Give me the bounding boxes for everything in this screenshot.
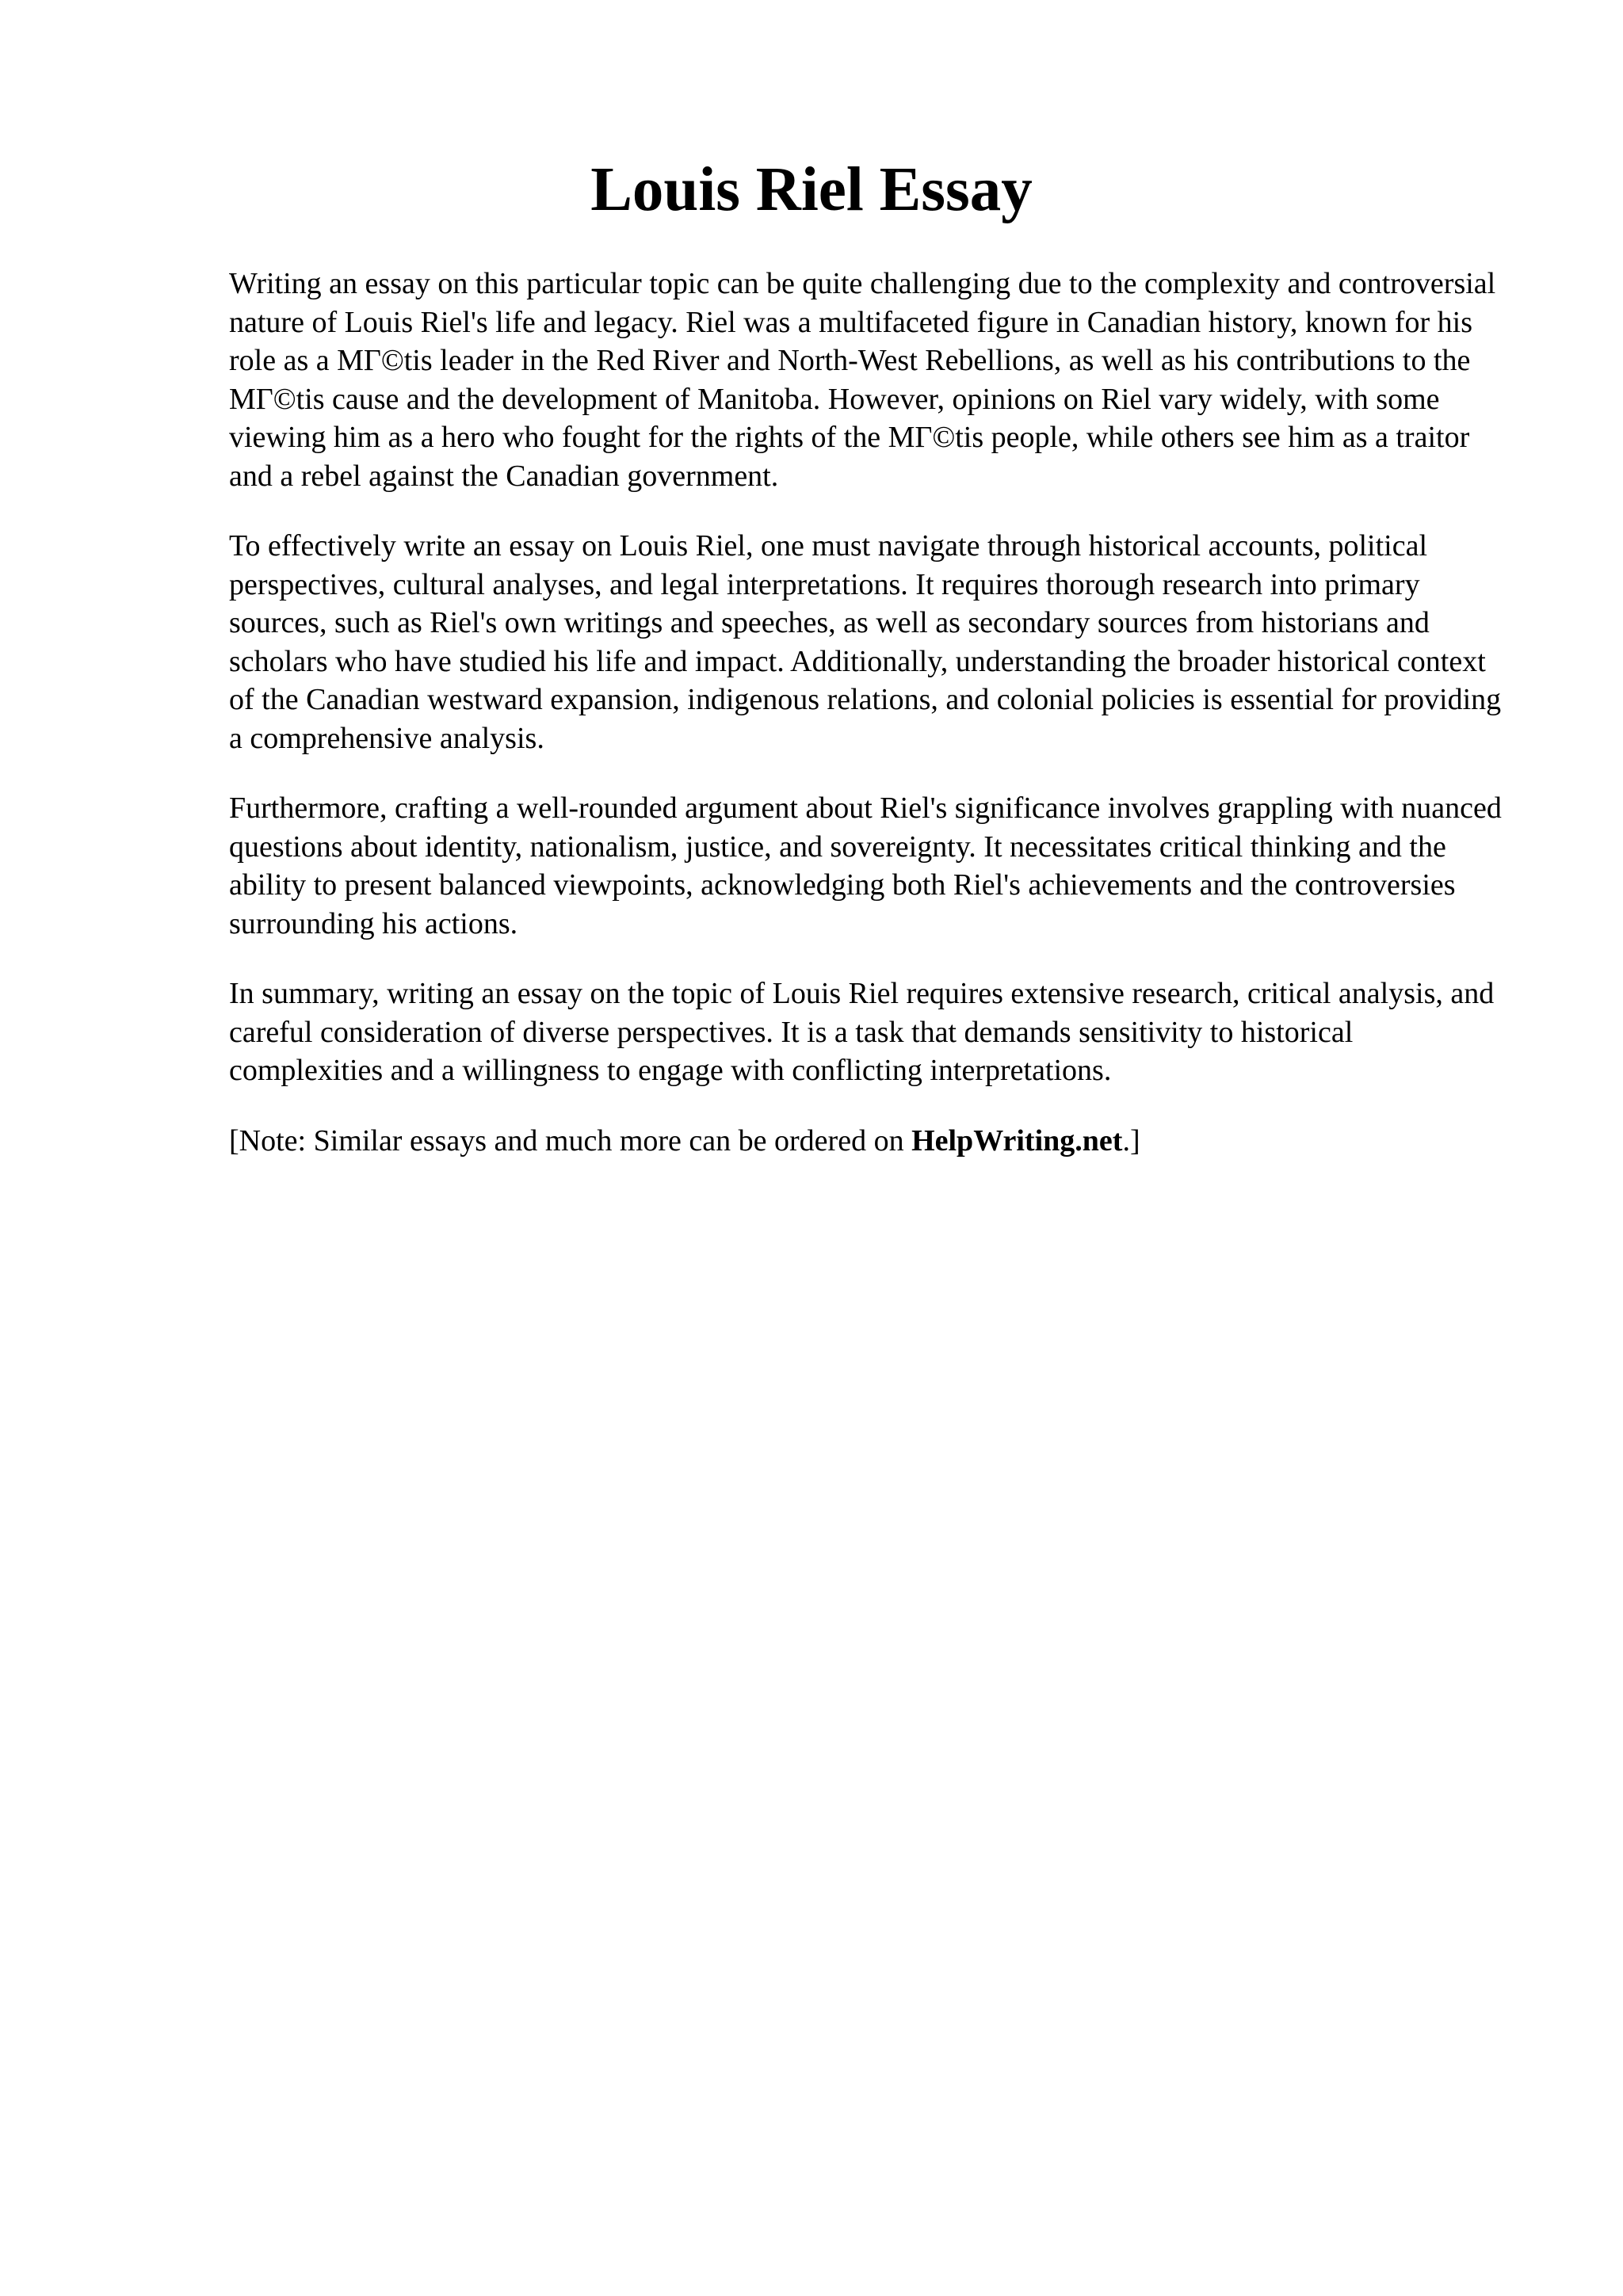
paragraph-1: Writing an essay on this particular topic can be quite challenging due to the complexity and controversial nature of Louis Riel's life and legacy. Riel was a multifaceted figure in Canadian history, known for his role as a MΓ©tis leader in the Red River and North-West Rebellions, as well as his contributions to the MΓ©tis cause and the development of Manitoba. However, opinions on Riel vary widely, with some viewing him as a hero who fought for the rights of the MΓ©tis people, while others see him as a traitor and a rebel against the Canadian government. [229,267,1496,493]
page-title: Louis Riel Essay [590,155,1033,224]
paragraph-3: Furthermore, crafting a well-rounded argument about Riel's significance involves grappling with nuanced questions about identity, nationalism, justice, and sovereignty. It necessitates critical thinking and the ability to present balanced viewpoints, acknowledging both Riel's achievements and the controversies surrounding his actions. [229,791,1502,940]
note-prefix: [Note: Similar essays and much more can be ordered on [229,1123,912,1158]
helpwriting-link[interactable]: HelpWriting.net [911,1123,1123,1158]
paragraph-4: In summary, writing an essay on the topic of Louis Riel requires extensive research, critical analysis, and careful consideration of diverse perspectives. It is a task that demands sensitivity to historical complexities and a willingness to engage with conflicting interpretations. [229,977,1495,1087]
paragraph-2: To effectively write an essay on Louis Riel, one must navigate through historical accounts, political perspectives, cultural analyses, and legal interpretations. It requires thorough research into primary sources, such as Riel's own writings and speeches, as well as secondary sources from historians and scholars who have studied his life and impact. Additionally, understanding the broader historical context of the Canadian westward expansion, indigenous relations, and colonial policies is essential for providing a comprehensive analysis. [229,529,1502,755]
essay-body [229,265,1513,1192]
note-suffix: .] [1122,1123,1140,1158]
note-paragraph [229,1122,1513,1161]
